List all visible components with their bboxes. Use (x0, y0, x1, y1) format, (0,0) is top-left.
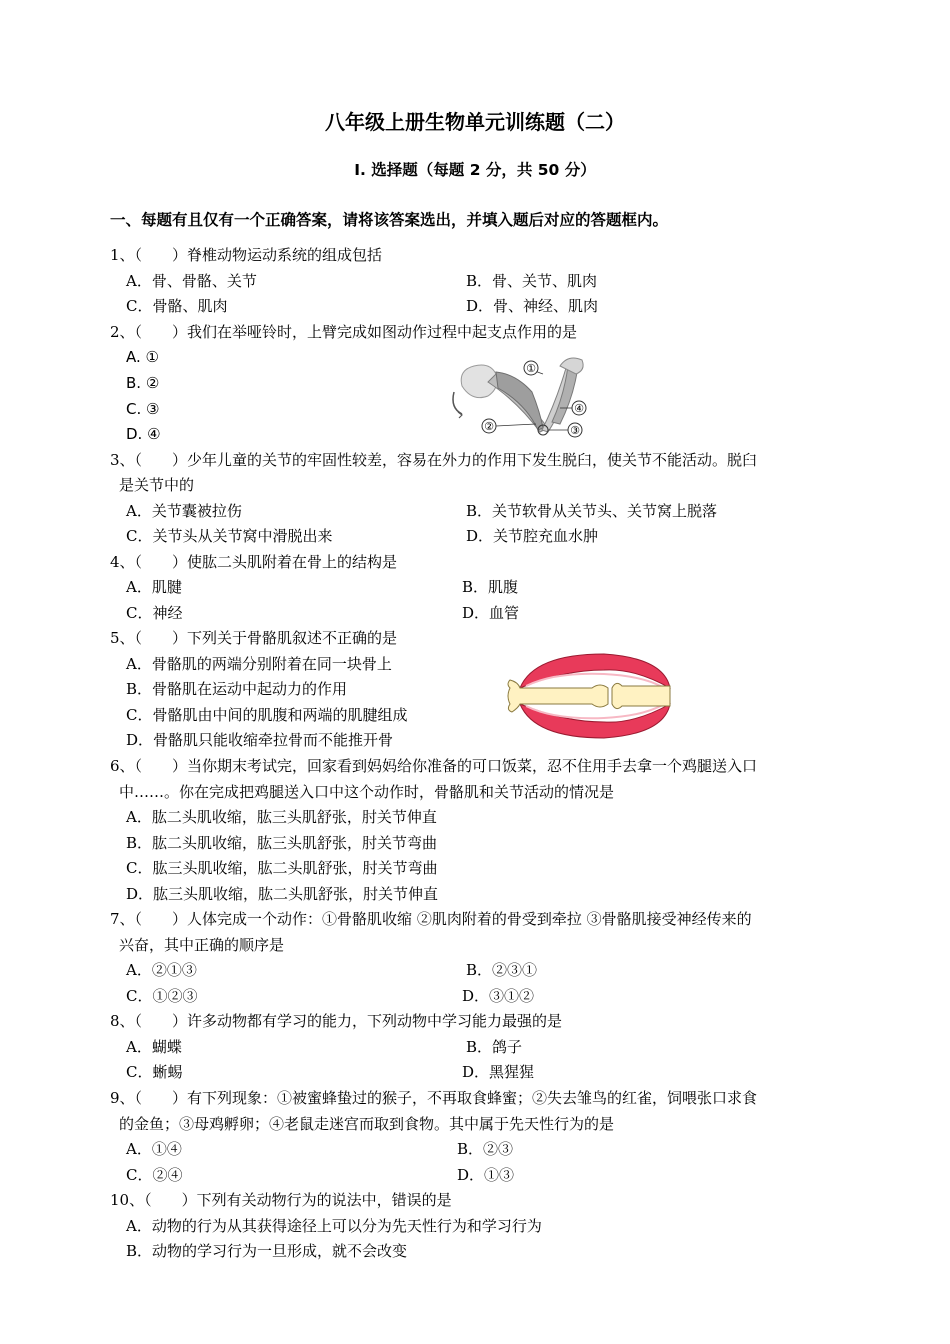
question-8-option-c: C．蜥蜴 (126, 1063, 183, 1081)
question-4-stem: 4、（ ）使肱二头肌附着在骨上的结构是 (110, 553, 398, 571)
instruction-text: 一、每题有且仅有一个正确答案，请将该答案选出，并填入题后对应的答题框内。 (110, 211, 669, 229)
question-6-stem: 6、（ ）当你期末考试完，回家看到妈妈给你准备的可口饭菜，忍不住用手去拿一个鸡腿送入口 (110, 757, 758, 775)
question-7-option-a: A．②①③ (126, 961, 197, 979)
question-8-option-d: D．黑猩猩 (462, 1063, 535, 1081)
question-9-option-a: A．①④ (126, 1140, 182, 1158)
figure-label-1: ① (526, 362, 536, 375)
question-2-stem: 2、（ ）我们在举哑铃时，上臂完成如图动作过程中起支点作用的是 (110, 323, 578, 341)
question-8-option-b: B．鸽子 (466, 1038, 523, 1056)
question-3-stem-cont: 是关节中的 (119, 476, 195, 494)
question-2-option-a: A. ① (126, 348, 159, 366)
question-7-stem: 7、（ ）人体完成一个动作：①骨骼肌收缩 ②肌肉附着的骨受到牵拉 ③骨骼肌接受神经传来的 (110, 910, 752, 928)
question-9-option-d: D．①③ (457, 1166, 515, 1184)
question-2-option-d: D. ④ (126, 425, 161, 443)
question-7-option-d: D．③①② (462, 987, 535, 1005)
figure-label-3: ③ (570, 424, 580, 437)
question-10-option-b: B．动物的学习行为一旦形成，就不会改变 (126, 1242, 408, 1260)
page-title: 八年级上册生物单元训练题（二） (325, 110, 625, 134)
question-4-option-d: D．血管 (462, 604, 520, 622)
muscle-bone-figure (504, 648, 672, 744)
question-3-option-b: B．关节软骨从关节头、关节窝上脱落 (466, 502, 718, 520)
question-5-option-d: D．骨骼肌只能收缩牵拉骨而不能推开骨 (126, 731, 394, 749)
arm-figure (448, 352, 598, 442)
question-4-option-c: C．神经 (126, 604, 183, 622)
question-9-option-b: B．②③ (457, 1140, 514, 1158)
question-3-option-c: C．关节头从关节窝中滑脱出来 (126, 527, 333, 545)
question-10-option-a: A．动物的行为从其获得途径上可以分为先天性行为和学习行为 (126, 1217, 542, 1235)
question-10-stem: 10、（ ）下列有关动物行为的说法中，错误的是 (110, 1191, 452, 1209)
question-7-option-b: B．②③① (466, 961, 538, 979)
question-3-stem: 3、（ ）少年儿童的关节的牢固性较差，容易在外力的作用下发生脱臼，使关节不能活动。脱臼 (110, 451, 758, 469)
question-5-option-a: A．骨骼肌的两端分别附着在同一块骨上 (126, 655, 392, 673)
question-3-option-a: A．关节囊被拉伤 (126, 502, 242, 520)
question-9-stem: 9、（ ）有下列现象：①被蜜蜂蛰过的猴子，不再取食蜂蜜；②失去雏鸟的红雀，饲喂张口求食 (110, 1089, 758, 1107)
question-1-option-a: A．骨、骨骼、关节 (126, 272, 257, 290)
question-5-stem: 5、（ ）下列关于骨骼肌叙述不正确的是 (110, 629, 398, 647)
question-6-option-c: C．肱三头肌收缩，肱二头肌舒张，肘关节弯曲 (126, 859, 438, 877)
question-4-option-a: A．肌腱 (126, 578, 182, 596)
question-1-option-b: B．骨、关节、肌肉 (466, 272, 598, 290)
section-heading: Ⅰ. 选择题（每题 2 分，共 50 分） (354, 161, 596, 179)
question-2-option-c: C. ③ (126, 400, 160, 418)
question-2-option-b: B. ② (126, 374, 160, 392)
question-5-option-b: B．骨骼肌在运动中起动力的作用 (126, 680, 348, 698)
question-1-option-c: C．骨骼、肌肉 (126, 297, 228, 315)
question-9-option-c: C．②④ (126, 1166, 183, 1184)
question-7-option-c: C．①②③ (126, 987, 198, 1005)
question-8-stem: 8、（ ）许多动物都有学习的能力，下列动物中学习能力最强的是 (110, 1012, 563, 1030)
question-1-option-d: D．骨、神经、肌肉 (466, 297, 599, 315)
question-7-stem-cont: 兴奋，其中正确的顺序是 (119, 936, 285, 954)
question-6-stem-cont: 中……。你在完成把鸡腿送入口中这个动作时，骨骼肌和关节活动的情况是 (119, 783, 615, 801)
question-3-option-d: D．关节腔充血水肿 (466, 527, 599, 545)
question-1-stem: 1、（ ）脊椎动物运动系统的组成包括 (110, 246, 383, 264)
question-9-stem-cont: 的金鱼；③母鸡孵卵；④老鼠走迷宫而取到食物。其中属于先天性行为的是 (119, 1115, 615, 1133)
question-8-option-a: A．蝴蝶 (126, 1038, 182, 1056)
question-5-option-c: C．骨骼肌由中间的肌腹和两端的肌腱组成 (126, 706, 408, 724)
question-6-option-d: D．肱三头肌收缩，肱二头肌舒张，肘关节伸直 (126, 885, 439, 903)
figure-label-4: ④ (574, 402, 584, 415)
figure-label-2: ② (484, 420, 494, 433)
question-6-option-a: A．肱二头肌收缩，肱三头肌舒张，肘关节伸直 (126, 808, 437, 826)
question-4-option-b: B．肌腹 (462, 578, 519, 596)
question-6-option-b: B．肱二头肌收缩，肱三头肌舒张，肘关节弯曲 (126, 834, 438, 852)
